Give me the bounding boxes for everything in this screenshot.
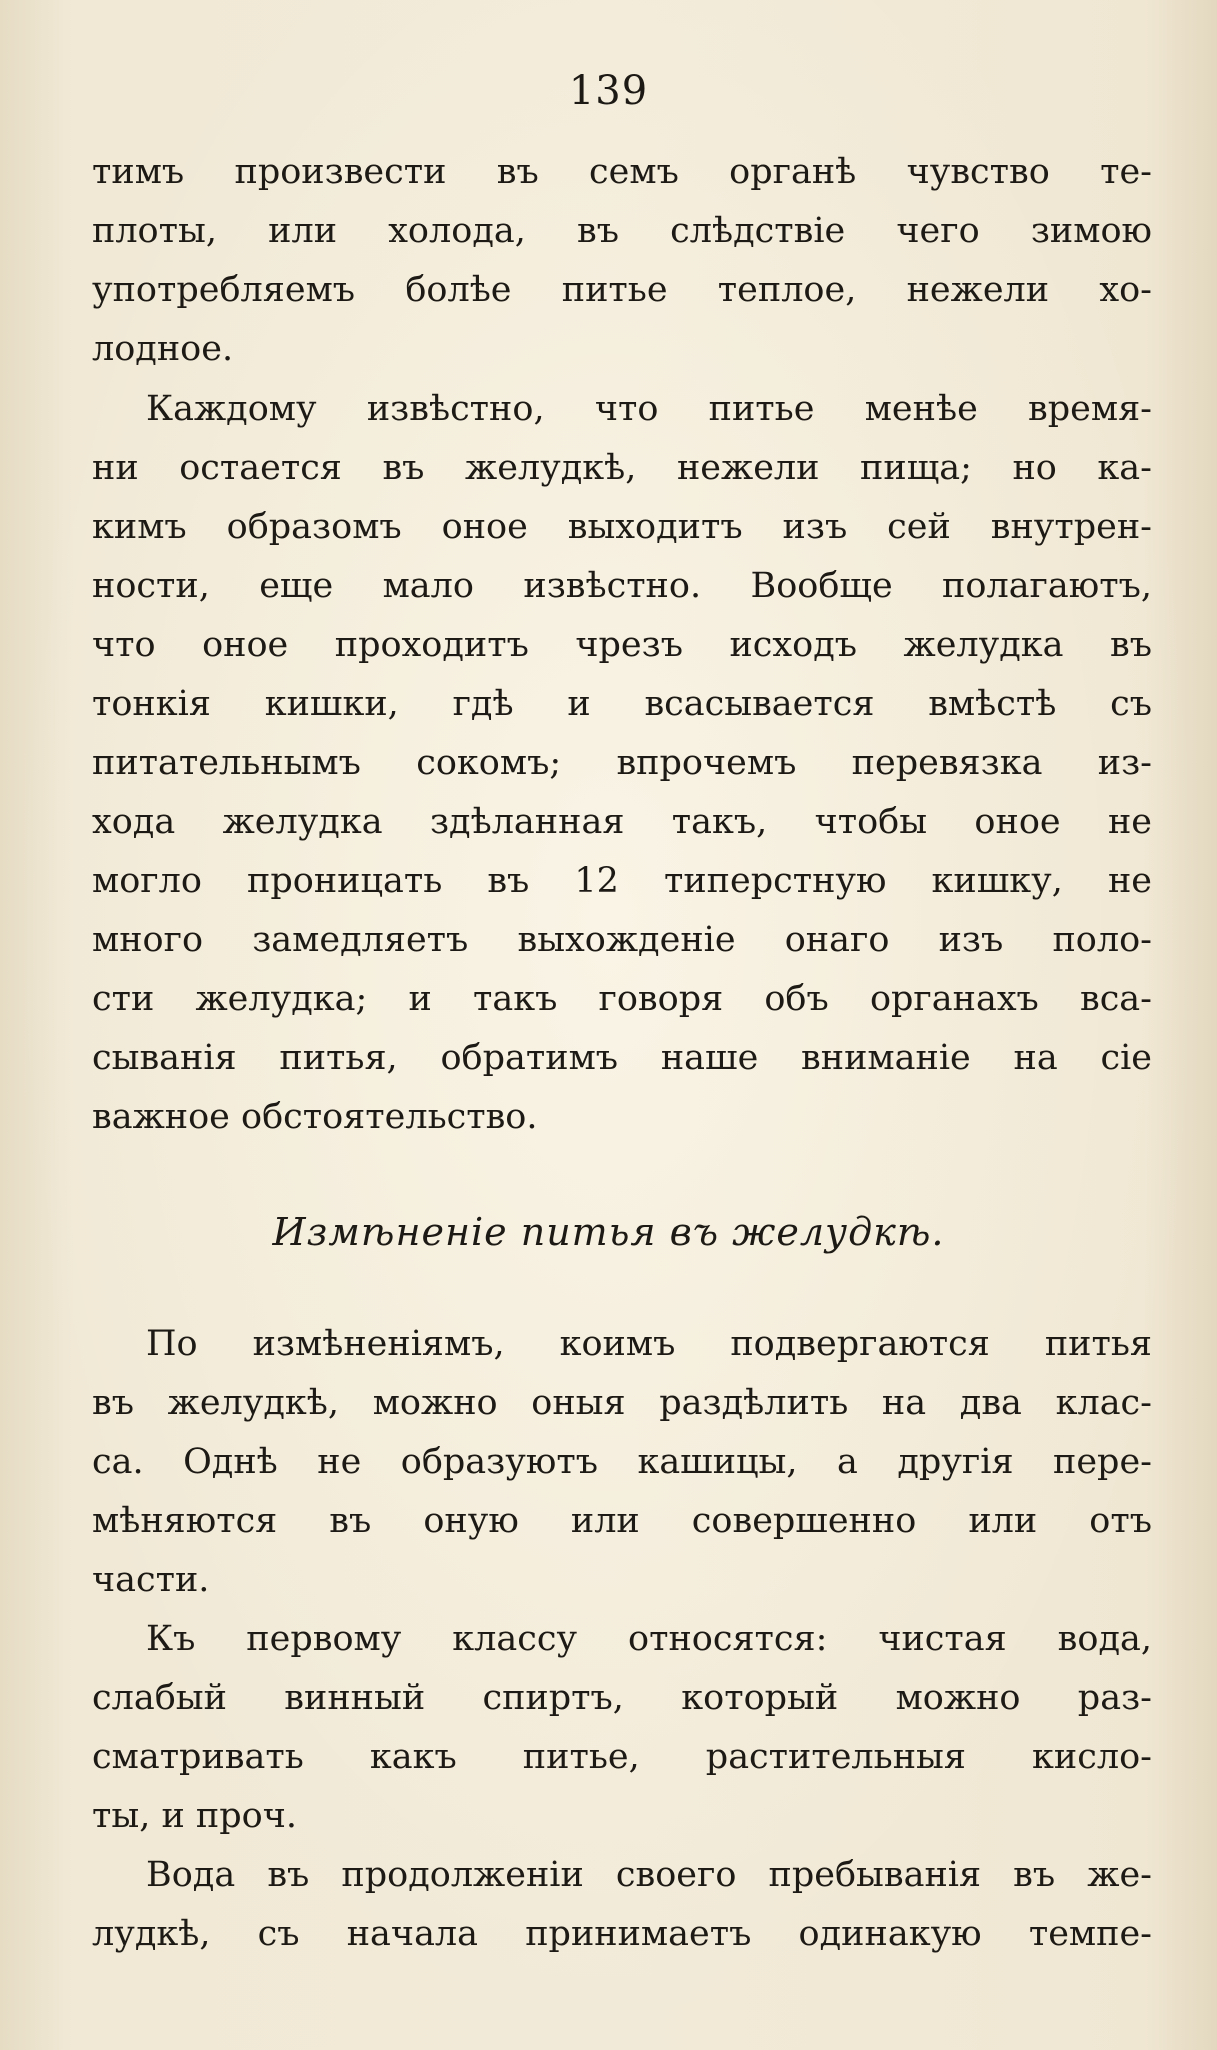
text-line: важное обстоятельство.	[92, 1097, 538, 1137]
section-heading: Измѣненіе питья въ желудкѣ.	[272, 1210, 945, 1254]
text-line: мѣняются въ оную или совершенно или отъ	[92, 1501, 1152, 1541]
text-line: кимъ образомъ оное выходитъ изъ сей внутрен-	[92, 507, 1152, 547]
text-line: части.	[92, 1560, 210, 1600]
paragraph-water	[92, 1846, 1152, 1964]
text-line: тимъ произвести въ семъ органѣ чувство те-	[92, 152, 1152, 192]
text-line: сти желудка; и такъ говоря объ органахъ вса-	[92, 979, 1152, 1019]
text-line: лудкѣ, съ начала принимаетъ одинакую темпе-	[92, 1914, 1152, 1954]
text-line: сыванія питья, обратимъ наше вниманіе на сіе	[92, 1038, 1152, 1078]
text-line: могло проницать въ 12 типерстную кишку, не	[92, 861, 1152, 901]
text-line: лодное.	[92, 329, 234, 369]
text-line: въ желудкѣ, можно оныя раздѣлить на два клас-	[92, 1383, 1152, 1423]
text-line: плоты, или холода, въ слѣдствіе чего зимою	[92, 211, 1152, 251]
text-line: ни остается въ желудкѣ, нежели пища; но ка-	[92, 448, 1152, 488]
paragraph-first-class	[92, 1610, 1152, 1846]
text-line: много замедляетъ выхожденіе онаго изъ поло-	[92, 920, 1152, 960]
text-line: сматривать какъ питье, растительныя кисло-	[92, 1737, 1152, 1777]
paragraph-changes	[92, 1315, 1152, 1610]
text-line: Каждому извѣстно, что питье менѣе время-	[146, 389, 1152, 429]
text-line: Къ первому классу относятся: чистая вода,	[146, 1619, 1152, 1659]
text-line: питательнымъ сокомъ; впрочемъ перевязка из-	[92, 743, 1152, 783]
text-line: Вода въ продолженіи своего пребыванія въ же-	[146, 1855, 1152, 1895]
paragraph-drink-in-stomach	[92, 380, 1152, 1147]
paragraph-continuation	[92, 143, 1152, 379]
text-line: ности, еще мало извѣстно. Вообще полагаютъ,	[92, 566, 1152, 606]
text-line: употребляемъ болѣе питье теплое, нежели хо-	[92, 270, 1152, 310]
text-line: По измѣненіямъ, коимъ подвергаются питья	[146, 1324, 1152, 1364]
page-number: 139	[568, 68, 649, 114]
text-line: что оное проходитъ чрезъ исходъ желудка въ	[92, 625, 1152, 665]
text-line: тонкія кишки, гдѣ и всасывается вмѣстѣ съ	[92, 684, 1152, 724]
text-line: са. Однѣ не образуютъ кашицы, а другія пере-	[92, 1442, 1152, 1482]
text-line: хода желудка здѣланная такъ, чтобы оное не	[92, 802, 1152, 842]
text-line: ты, и проч.	[92, 1796, 297, 1836]
text-line: слабый винный спиртъ, который можно раз-	[92, 1678, 1152, 1718]
